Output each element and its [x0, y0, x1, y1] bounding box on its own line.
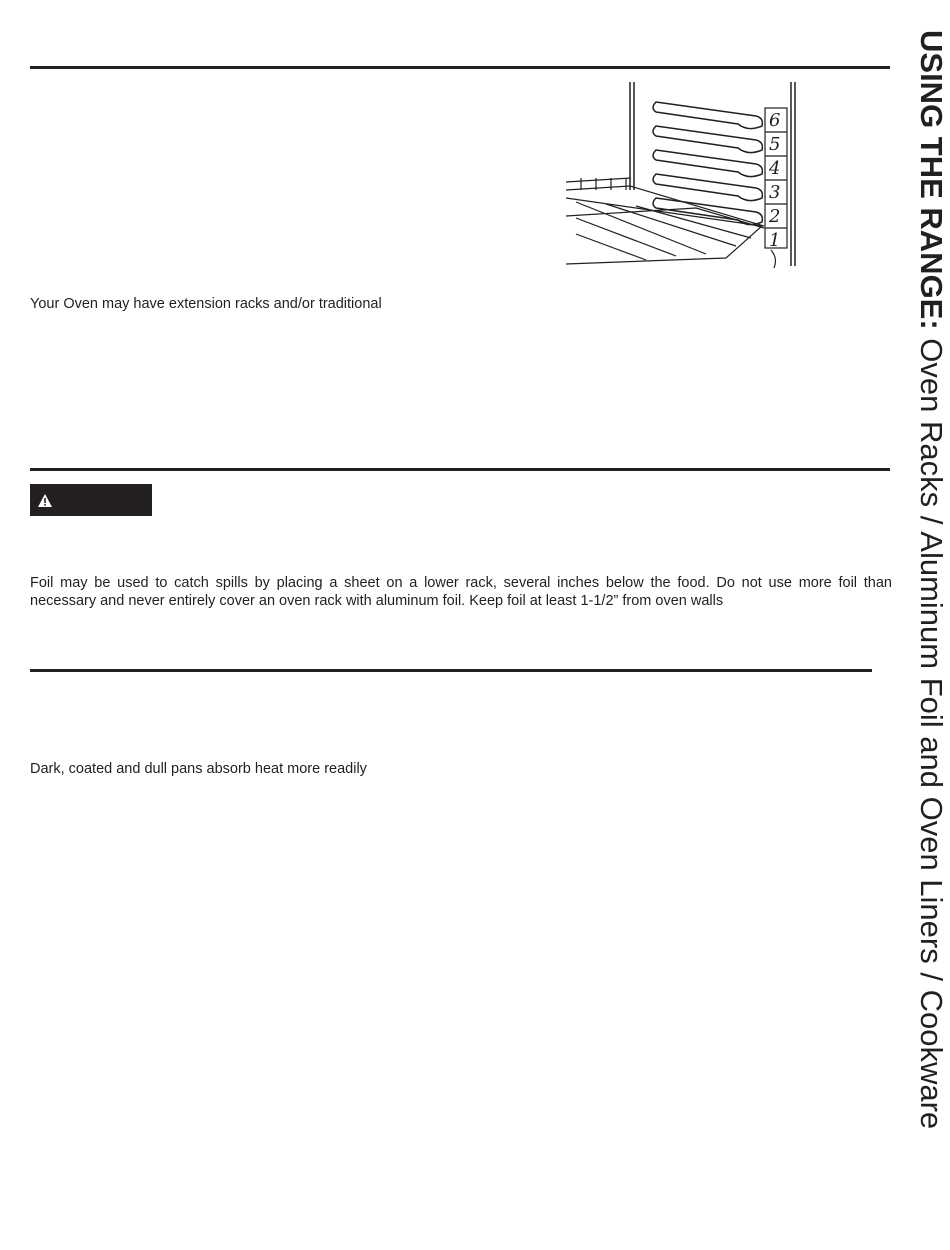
- oven-racks-text: Your Oven may have extension racks and/or traditional: [30, 296, 382, 312]
- rack-position-label: 2: [769, 206, 781, 227]
- sidebar-section-label: USING THE RANGE:: [914, 30, 949, 330]
- rack-position-label: 4: [769, 158, 781, 179]
- rack-position-label: 1: [769, 230, 781, 251]
- rack-position-label: 5: [769, 134, 781, 155]
- warning-triangle-icon: [38, 494, 52, 507]
- sidebar-topics: Oven Racks / Aluminum Foil and Oven Liners / Cookware: [914, 329, 949, 1130]
- cookware-text: Dark, coated and dull pans absorb heat more readily: [30, 761, 367, 777]
- section-rule-aluminum-foil: [30, 468, 890, 471]
- rack-position-label: 6: [769, 110, 781, 131]
- oven-rack-positions-illustration: [566, 78, 806, 268]
- rack-position-label: 3: [769, 182, 781, 203]
- sidebar-section-title: [915, 30, 947, 1250]
- aluminum-foil-text: Foil may be used to catch spills by placing a sheet on a lower rack, several inches below the food. Do not use more foil than necessary and never entirely cover an oven rack with aluminum foil. Keep foil at least 1-1/2” from oven walls: [30, 575, 892, 609]
- warning-banner: [30, 484, 152, 516]
- section-rule-cookware: [30, 669, 872, 672]
- section-rule-oven-racks: [30, 66, 890, 69]
